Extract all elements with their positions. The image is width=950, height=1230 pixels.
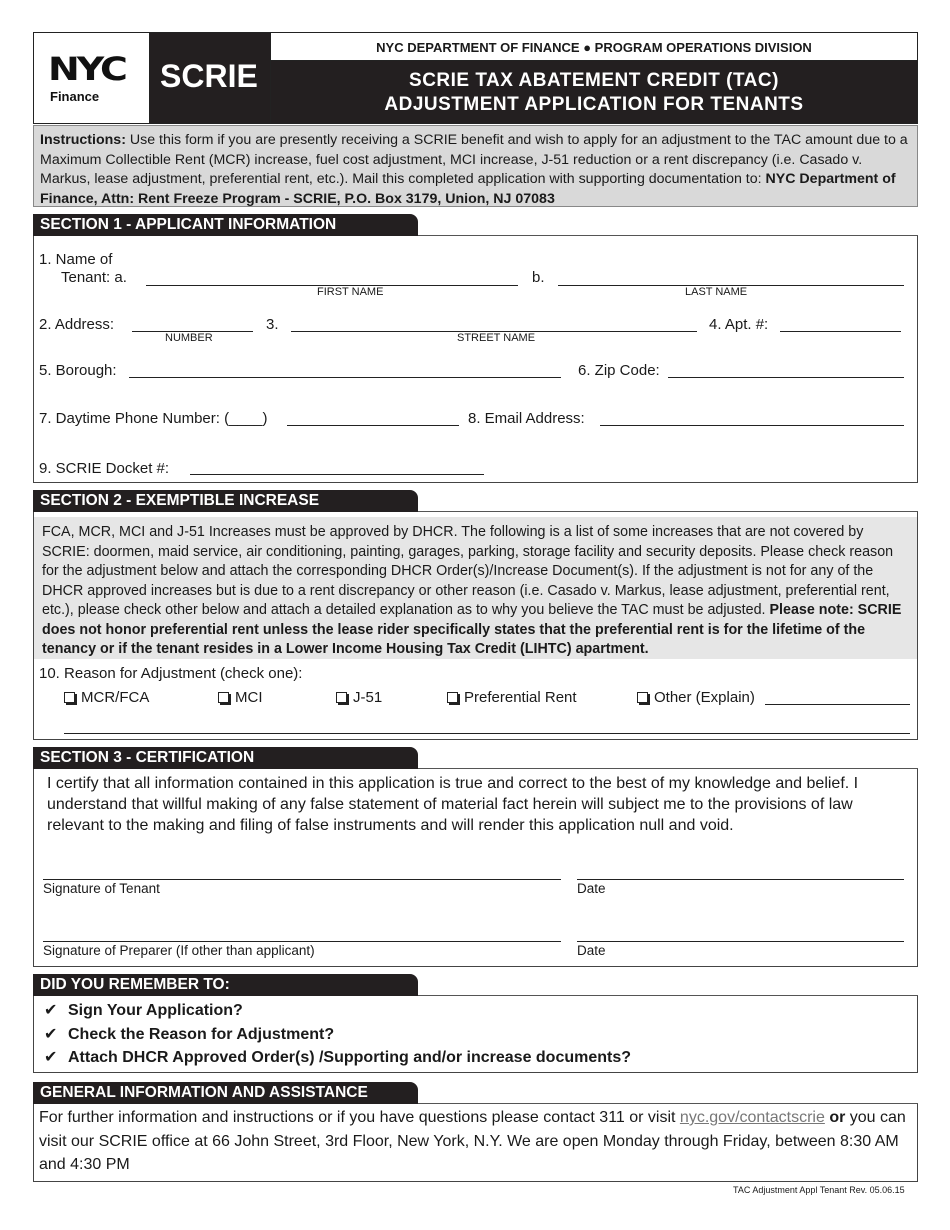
tenant-date-label: Date [577, 881, 606, 896]
option-j51-label: J-51 [353, 689, 383, 706]
other-explain-field-2[interactable] [64, 733, 910, 734]
option-preferential-rent-label: Preferential Rent [464, 689, 577, 706]
general-info-or: or [824, 1109, 846, 1126]
name-b-label: b. [532, 269, 545, 286]
section-1-box [33, 236, 918, 483]
contact-link[interactable]: nyc.gov/contactscrie [679, 1109, 825, 1126]
preferential-rent-note: Please note: SCRIE does not honor preferential rent unless the lease rider specifically states that the preferential rent is for the lifetime of the tenancy or if the tenant resides in a Lower Income Housing Tax Credit (LIHTC) apartment. [42, 602, 902, 657]
tenant-date-field[interactable] [577, 879, 904, 880]
reason-label: 10. Reason for Adjustment (check one): [39, 665, 303, 682]
nyc-finance-logo [34, 33, 150, 123]
docket-label: 9. SCRIE Docket #: [39, 460, 170, 477]
remember-item [44, 1024, 904, 1048]
address-label: 2. Address: [39, 316, 115, 333]
preparer-signature-label: Signature of Preparer (If other than applicant) [43, 943, 315, 958]
general-info-text-1: For further information and instructions or if you have questions please contact 311 or visit [39, 1109, 680, 1126]
tenant-signature-label: Signature of Tenant [43, 881, 160, 896]
remember-item-label: Sign Your Application? [68, 1002, 243, 1019]
docket-field[interactable] [190, 474, 484, 475]
program-name: SCRIE [160, 58, 258, 94]
zip-label: 6. Zip Code: [578, 362, 660, 379]
name-tenant-label: Tenant: a. [61, 269, 127, 286]
mailing-address: NYC Department of Finance, Attn: Rent Freeze Program - SCRIE, P.O. Box 3179, Union, NJ 07083 [40, 171, 896, 207]
option-mci-label: MCI [235, 689, 263, 706]
form-revision: TAC Adjustment Appl Tenant Rev. 05.06.15 [733, 1185, 905, 1195]
borough-field[interactable] [129, 377, 561, 378]
form-title [271, 61, 917, 123]
apt-label: 4. Apt. #: [709, 316, 769, 333]
email-field[interactable] [600, 425, 904, 426]
form-header [33, 32, 918, 124]
checkmark-icon: ✔ [44, 1025, 58, 1043]
option-other-label: Other (Explain) [654, 689, 755, 706]
last-name-caption: LAST NAME [685, 286, 748, 298]
preparer-signature-field[interactable] [43, 941, 561, 942]
email-label: 8. Email Address: [468, 410, 585, 427]
apt-field[interactable] [780, 331, 901, 332]
instructions-text: Use this form if you are presently receiving a SCRIE benefit and wish to apply for an adjustment to the TAC amount due to a Maximum Collectible Rent (MCR) increase, fuel cost adjustment, MCI increase, J-51 reduction or a rent discrepancy (i.e. Casado v. Markus, lease adjustment, preferential rent, etc.). Mail this completed application with supporting documentation to: [40, 132, 908, 187]
number-caption: NUMBER [165, 332, 213, 344]
section-1-header: SECTION 1 - APPLICANT INFORMATION [33, 214, 418, 236]
remember-header: DID YOU REMEMBER TO: [33, 974, 418, 996]
phone-label: 7. Daytime Phone Number: (____) [39, 410, 268, 427]
section-3-header: SECTION 3 - CERTIFICATION [33, 747, 418, 769]
section-2-header: SECTION 2 - EXEMPTIBLE INCREASE [33, 490, 418, 512]
instructions [33, 125, 918, 207]
preparer-date-field[interactable] [577, 941, 904, 942]
option-mcr-fca-label: MCR/FCA [81, 689, 150, 706]
checkmark-icon: ✔ [44, 1049, 58, 1066]
logo-text: NYC [48, 50, 125, 88]
remember-item-label: Check the Reason for Adjustment? [68, 1025, 335, 1043]
name-label: 1. Name of [39, 251, 113, 268]
remember-list [44, 1000, 904, 1071]
street-name-caption: STREET NAME [457, 332, 536, 344]
remember-item [44, 1000, 904, 1024]
checkbox-mci[interactable] [218, 692, 229, 703]
street-label: 3. [266, 316, 279, 333]
remember-item [44, 1047, 904, 1071]
borough-label: 5. Borough: [39, 362, 117, 379]
general-info-text [39, 1106, 909, 1177]
general-info-header: GENERAL INFORMATION AND ASSISTANCE [33, 1082, 418, 1104]
option-mcr-fca[interactable] [64, 689, 149, 706]
instructions-label: Instructions: [40, 132, 126, 148]
department-line: NYC DEPARTMENT OF FINANCE ● PROGRAM OPERATIONS DIVISION [271, 33, 917, 61]
preparer-date-label: Date [577, 943, 606, 958]
option-preferential-rent[interactable] [447, 689, 577, 706]
program-badge [150, 33, 271, 123]
logo-sub: Finance [50, 89, 100, 104]
section-2-body: FCA, MCR, MCI and J-51 Increases must be approved by DHCR. The following is a list of some increases that are not covered by SCRIE: doormen, maid service, air conditioning, painting, garages, parking, storage facility and security deposits. Please check reason for the adjustment below and attach the corresponding DHCR Order(s)/Increase Document(s). If the adjustment is not for any of the DHCR approved increases but is due to a rent discrepancy or other reason (i.e. Casado v. Markus, lease adjustment, preferential rent, etc.), please check other below and attach a detailed explanation as to why you believe the TAC must be adjusted. [42, 524, 894, 618]
certification-text: I certify that all information contained in this application is true and correct to the best of my knowledge and belief. I understand that willful making of any false statement of material fact herein will subject me to the provisions of law relevant to the making and filing of false instruments and will render this application null and void. [47, 775, 859, 834]
checkbox-j51[interactable] [336, 692, 347, 703]
checkbox-preferential-rent[interactable] [447, 692, 458, 703]
general-info-text-2: you can visit our SCRIE office at 66 John Street, 3rd Floor, New York, N.Y. We are open Monday through Friday, between 8:30 AM and 4:30 PM [39, 1109, 906, 1173]
remember-item-label: Attach DHCR Approved Order(s) /Supporting and/or increase documents? [68, 1049, 632, 1066]
zip-field[interactable] [668, 377, 904, 378]
title-line-1: SCRIE TAX ABATEMENT CREDIT (TAC) [409, 70, 779, 91]
phone-field[interactable] [287, 425, 459, 426]
first-name-caption: FIRST NAME [317, 286, 384, 298]
checkbox-other[interactable] [637, 692, 648, 703]
section-2-text [34, 517, 917, 659]
checkbox-mcr-fca[interactable] [64, 692, 75, 703]
title-line-2: ADJUSTMENT APPLICATION FOR TENANTS [384, 94, 804, 115]
option-j51[interactable] [336, 689, 382, 706]
option-other[interactable] [637, 689, 755, 706]
option-mci[interactable] [218, 689, 263, 706]
checkmark-icon: ✔ [44, 1002, 58, 1019]
tenant-signature-field[interactable] [43, 879, 561, 880]
other-explain-field[interactable] [765, 704, 910, 705]
